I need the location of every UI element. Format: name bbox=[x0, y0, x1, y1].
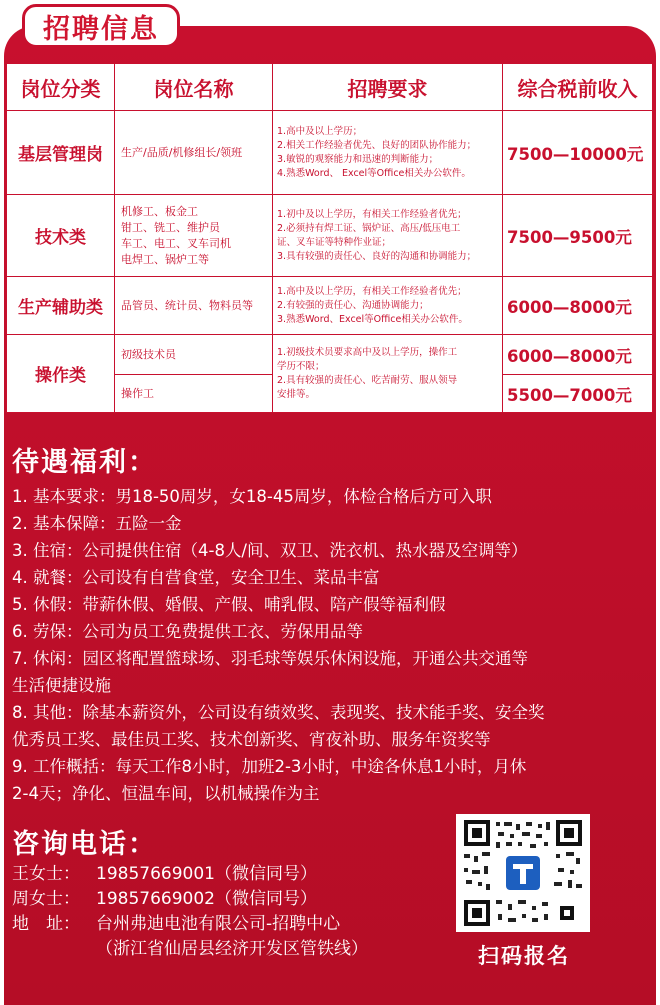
requirement-line: 1.初级技术员要求高中及以上学历，操作工 bbox=[277, 346, 458, 358]
requirement-line: 1.高中及以上学历，有相关工作经验者优先； bbox=[277, 285, 467, 297]
requirement-line: 3.敏锐的观察能力和迅速的判断能力； bbox=[277, 153, 439, 165]
qr-caption: 扫码报名 bbox=[478, 944, 570, 968]
benefit-line: 5. 休假：带薪休假、婚假、产假、哺乳假、陪产假等福利假 bbox=[12, 595, 446, 614]
category-cell: 基层管理岗 bbox=[7, 111, 115, 195]
benefits-title: 待遇福利： bbox=[12, 447, 157, 478]
requirement-line: 3.熟悉Word、Excel等Office相关办公软件。 bbox=[277, 313, 468, 325]
requirement-line: 3.具有较强的责任心、良好的沟通和协调能力； bbox=[277, 250, 477, 262]
category-cell: 技术类 bbox=[7, 195, 115, 277]
benefits-list bbox=[12, 483, 656, 807]
position-cell: 生产/品质/机修组长/领班 bbox=[115, 111, 273, 195]
contact-label: 周女士： bbox=[12, 889, 80, 909]
benefit-line: 7. 休闲：园区将配置篮球场、羽毛球等娱乐休闲设施，开通公共交通等 bbox=[12, 649, 528, 668]
header-tab bbox=[22, 4, 180, 48]
position-line: 机修工、板金工 bbox=[121, 204, 198, 218]
contact-row bbox=[12, 862, 368, 887]
position-cell: 品管员、统计员、物料员等 bbox=[115, 277, 273, 335]
table-row bbox=[7, 277, 653, 335]
requirements-cell bbox=[273, 195, 503, 277]
qr-code-icon bbox=[456, 814, 590, 932]
requirement-line: 2.有较强的责任心、沟通协调能力； bbox=[277, 299, 429, 311]
position-line: 钳工、铣工、维护员 bbox=[121, 220, 220, 234]
benefit-line: 3. 住宿：公司提供住宿（4-8人/间、双卫、洗衣机、热水器及空调等） bbox=[12, 541, 528, 560]
contact-row bbox=[12, 937, 368, 962]
header-category: 岗位分类 bbox=[7, 64, 115, 111]
position-line: 车工、电工、叉车司机 bbox=[121, 236, 231, 250]
requirement-line: 安排等。 bbox=[277, 388, 316, 400]
table-row bbox=[7, 195, 653, 277]
income-cell: 6000—8000元 bbox=[503, 277, 653, 335]
income-cell: 7500—9500元 bbox=[503, 195, 653, 277]
table-header-row bbox=[7, 64, 653, 111]
benefit-line: 4. 就餐：公司设有自营食堂，安全卫生、菜品丰富 bbox=[12, 568, 380, 587]
contact-label bbox=[12, 937, 96, 962]
header-position: 岗位名称 bbox=[115, 64, 273, 111]
position-cell: 操作工 bbox=[115, 375, 273, 413]
contact-label: 地 址： bbox=[12, 914, 80, 934]
position-cell: 初级技术员 bbox=[115, 335, 273, 375]
income-cell: 6000—8000元 bbox=[503, 335, 653, 375]
benefit-line: 1. 基本要求：男18-50周岁，女18-45周岁，体检合格后方可入职 bbox=[12, 487, 492, 506]
requirement-line: 1.高中及以上学历； bbox=[277, 125, 363, 137]
contact-title: 咨询电话： bbox=[12, 829, 157, 860]
income-cell: 7500—10000元 bbox=[503, 111, 653, 195]
requirement-line: 证、叉车证等特种作业证； bbox=[277, 236, 392, 248]
requirements-cell bbox=[273, 277, 503, 335]
benefit-line: 9. 工作概括：每天工作8小时，加班2-3小时，中途各休息1小时，月休 bbox=[12, 757, 527, 776]
category-cell: 操作类 bbox=[7, 335, 115, 413]
benefit-line: 2. 基本保障：五险一金 bbox=[12, 514, 182, 533]
requirement-line: 1.初中及以上学历，有相关工作经验者优先； bbox=[277, 208, 467, 220]
contact-label: 王女士： bbox=[12, 864, 80, 884]
contact-row bbox=[12, 887, 368, 912]
position-line: 电焊工、锅炉工等 bbox=[121, 252, 209, 266]
requirements-cell bbox=[273, 111, 503, 195]
contact-row bbox=[12, 912, 368, 937]
contact-address-detail: （浙江省仙居县经济开发区管铁线） bbox=[96, 939, 368, 959]
requirements-cell bbox=[273, 335, 503, 413]
benefit-line: 生活便捷设施 bbox=[12, 676, 111, 695]
header-income: 综合税前收入 bbox=[503, 64, 653, 111]
qr-code[interactable] bbox=[456, 814, 590, 932]
table-row bbox=[7, 335, 653, 375]
page-title: 招聘信息 bbox=[43, 13, 159, 45]
requirement-line: 学历不限； bbox=[277, 360, 325, 372]
table-row bbox=[7, 111, 653, 195]
header-requirements: 招聘要求 bbox=[273, 64, 503, 111]
benefit-line: 2-4天；净化、恒温车间，以机械操作为主 bbox=[12, 784, 320, 803]
income-cell: 5500—7000元 bbox=[503, 375, 653, 413]
benefit-line: 优秀员工奖、最佳员工奖、技术创新奖、宵夜补助、服务年资奖等 bbox=[12, 730, 491, 749]
requirement-line: 2.具有较强的责任心、吃苦耐劳、服从领导 bbox=[277, 374, 458, 386]
requirement-line: 2.相关工作经验者优先、良好的团队协作能力； bbox=[277, 139, 477, 151]
requirement-line: 2.必须持有焊工证、锅炉证、高压/低压电工 bbox=[277, 222, 461, 234]
contact-phone: 19857669001（微信同号） bbox=[96, 864, 317, 884]
jobs-table bbox=[6, 63, 653, 413]
requirement-line: 4.熟悉Word、 Excel等Office相关办公软件。 bbox=[277, 167, 471, 179]
contact-phone: 19857669002（微信同号） bbox=[96, 889, 317, 909]
benefit-line: 8. 其他：除基本薪资外，公司设有绩效奖、表现奖、技术能手奖、安全奖 bbox=[12, 703, 545, 722]
category-cell: 生产辅助类 bbox=[7, 277, 115, 335]
benefit-line: 6. 劳保：公司为员工免费提供工衣、劳保用品等 bbox=[12, 622, 363, 641]
contact-address: 台州弗迪电池有限公司-招聘中心 bbox=[96, 914, 341, 934]
position-cell bbox=[115, 195, 273, 277]
contact-info bbox=[12, 862, 368, 962]
